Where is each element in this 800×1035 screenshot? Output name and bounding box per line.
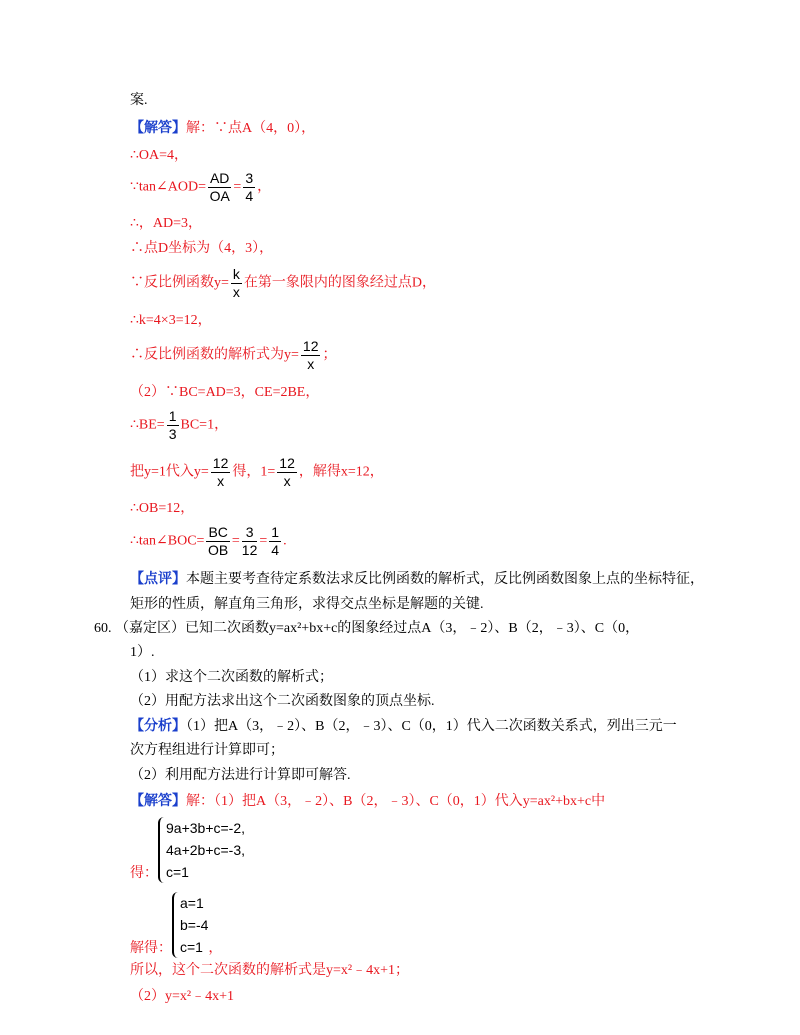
fraction-12-x-a: $\frac{12}{x}$ <box>212 455 229 489</box>
comment-line-2: 矩形的性质，解直角三角形，求得交点坐标是解题的关键. <box>130 597 484 612</box>
question-60-line-2: 1）. <box>130 645 155 660</box>
fraction-12-x: $\frac{12}{x}$ <box>302 338 319 372</box>
solution-tag: 【解答】 <box>130 794 186 809</box>
analysis-line-2: 次方程组进行计算即可； <box>130 743 284 758</box>
text-line-0: 案. <box>130 93 148 108</box>
comment-tag: 【点评】 <box>130 572 186 587</box>
answer-line-4: ∴，AD=3， <box>130 216 203 231</box>
final-line-1: 所以，这个二次函数的解析式是y=x²﹣4x+1； <box>130 963 409 978</box>
fraction-bc-ob: $\frac{BC}{OB}$ <box>208 524 229 558</box>
fraction-1-4: $\frac{1}{4}$ <box>271 524 280 558</box>
solution-line-1: 【解答】解：（1）把A（3，﹣2）、B（2，﹣3）、C（0，1）代入y=ax²+bx+c中 <box>130 794 606 809</box>
system-brace-1: 9a+3b+c=-2, 4a+2b+c=-3, c=1 <box>158 817 245 883</box>
fraction-1-3: $\frac{1}{3}$ <box>168 408 177 442</box>
fraction-k-x: $\frac{k}{x}$ <box>232 266 240 300</box>
question-60-line-1: 60. （嘉定区）已知二次函数y=ax²+bx+c的图象经过点A（3，﹣2）、B（2，﹣3）、C（0， <box>94 621 640 636</box>
answer-line-10: ∴BE= $\frac{1}{3}$ BC=1， <box>130 408 229 442</box>
analysis-tag: 【分析】 <box>130 719 186 734</box>
answer-line-9: （2）∵BC=AD=3，CE=2BE， <box>130 385 320 400</box>
fraction-12-x-b: $\frac{12}{x}$ <box>279 455 295 489</box>
answer-tag: 【解答】 <box>130 121 186 136</box>
answer-line-3: ∵tan∠AOD= $\frac{AD}{OA}$ = $\frac{3}{4}$ ， <box>130 170 272 204</box>
answer-line-13: ∴tan∠BOC= $\frac{BC}{OB}$ = $\frac{3}{12}$ = $\frac{1}{4}$ . <box>130 524 287 558</box>
question-number: 60. <box>94 621 112 636</box>
fraction-3-4: $\frac{3}{4}$ <box>245 170 254 204</box>
answer-line-5: ∴点D坐标为（4，3）， <box>130 241 274 256</box>
answer-line-1: 【解答】解：∵点A（4，0）， <box>130 121 316 136</box>
answer-line-2: ∴OA=4， <box>130 148 189 163</box>
answer-line-11: 把y=1代入y= $\frac{12}{x}$ 得，1= $\frac{12}{x}$ ，解得x=12， <box>130 455 384 489</box>
answer-line-6: ∵反比例函数y= $\frac{k}{x}$ 在第一象限内的图象经过点D， <box>130 266 437 300</box>
system-brace-2: a=1 b=-4 c=1 <box>172 892 208 958</box>
fraction-ad-oa: $\frac{AD}{OA}$ <box>209 170 230 204</box>
answer-line-8: ∴反比例函数的解析式为y= $\frac{12}{x}$ ； <box>130 338 337 372</box>
equation-system-1: 得： 9a+3b+c=-2, 4a+2b+c=-3, c=1 <box>130 815 245 883</box>
analysis-line-1: 【分析】（1）把A（3，﹣2）、B（2，﹣3）、C（0，1）代入二次函数关系式，列出三元一 <box>130 719 677 734</box>
answer-line-12: ∴OB=12， <box>130 501 195 516</box>
final-line-2: （2）y=x²﹣4x+1 <box>130 989 234 1004</box>
question-60-part-1: （1）求这个二次函数的解析式； <box>130 670 333 685</box>
analysis-line-3: （2）利用配方法进行计算即可解答. <box>130 768 351 783</box>
answer-line-7: ∴k=4×3=12， <box>130 313 212 328</box>
comment-line-1: 【点评】本题主要考查待定系数法求反比例函数的解析式，反比例函数图象上点的坐标特征， <box>130 572 704 587</box>
question-60-part-2: （2）用配方法求出这个二次函数图象的顶点坐标. <box>130 694 435 709</box>
fraction-3-12: $\frac{3}{12}$ <box>241 524 258 558</box>
equation-system-2: 解得： a=1 b=-4 c=1 ， <box>130 890 222 958</box>
